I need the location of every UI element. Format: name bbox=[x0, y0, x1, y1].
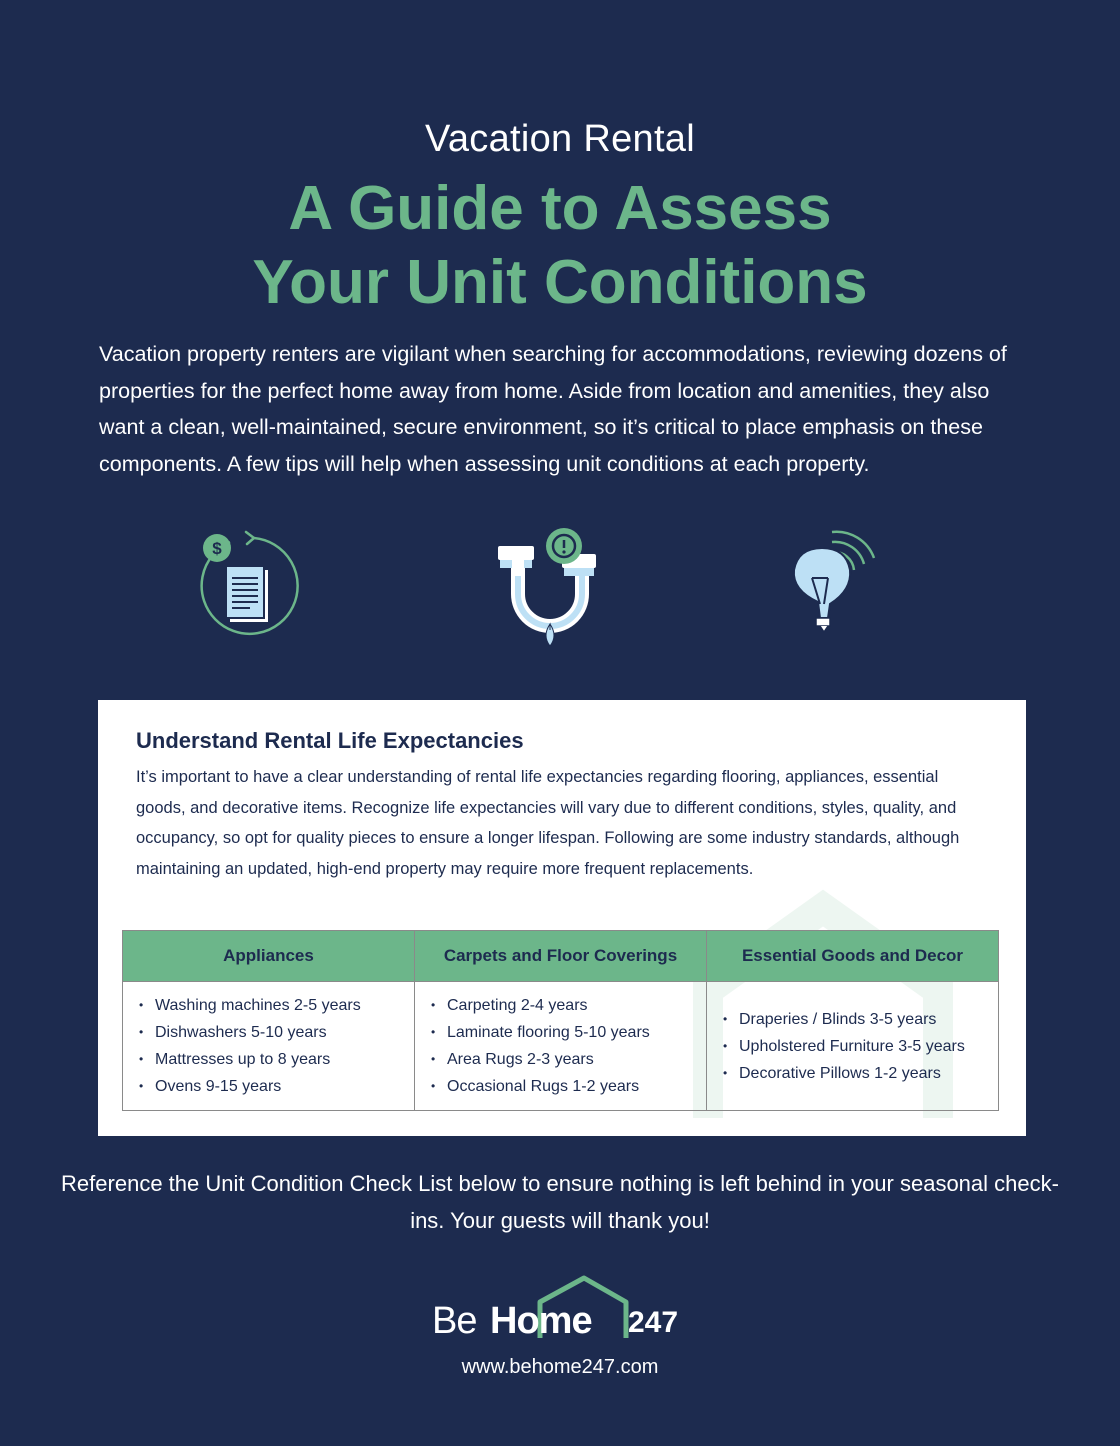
title-line-2: Your Unit Conditions bbox=[252, 248, 868, 317]
website-url[interactable]: www.behome247.com bbox=[461, 1356, 659, 1378]
svg-text:$: $ bbox=[212, 539, 222, 558]
kicker-text: Vacation Rental bbox=[425, 118, 695, 160]
logo-home-text: Home bbox=[490, 1300, 592, 1342]
column-header-appliances: Appliances bbox=[123, 931, 415, 982]
list-item: • Washing machines 2-5 years bbox=[137, 992, 400, 1019]
page-title bbox=[0, 172, 1120, 320]
carpets-cell bbox=[415, 982, 707, 1111]
life-expectancy-card bbox=[98, 700, 1026, 1136]
list-item: • Decorative Pillows 1-2 years bbox=[721, 1060, 984, 1087]
list-item: • Dishwashers 5-10 years bbox=[137, 1019, 400, 1046]
list-item: • Area Rugs 2-3 years bbox=[429, 1046, 692, 1073]
appliances-cell bbox=[123, 982, 415, 1111]
title-line-1: A Guide to Assess bbox=[288, 174, 832, 243]
life-expectancy-table bbox=[122, 930, 999, 1111]
list-item: • Carpeting 2-4 years bbox=[429, 992, 692, 1019]
appliances-list bbox=[137, 992, 400, 1100]
leaking-pipe-icon bbox=[494, 524, 604, 652]
list-item: • Mattresses up to 8 years bbox=[137, 1046, 400, 1073]
list-item: • Upholstered Furniture 3-5 years bbox=[721, 1033, 984, 1060]
logo-247-text: 247 bbox=[628, 1306, 679, 1339]
list-item: • Ovens 9-15 years bbox=[137, 1073, 400, 1100]
list-item: • Laminate flooring 5-10 years bbox=[429, 1019, 692, 1046]
smart-bulb-icon bbox=[784, 518, 880, 636]
essentials-list bbox=[721, 1006, 984, 1087]
footer-text: Reference the Unit Condition Check List below to ensure nothing is left behind in your seasonal check-ins. Your guests will thank you! bbox=[61, 1171, 1059, 1233]
behome247-logo bbox=[432, 1272, 692, 1352]
column-header-carpets: Carpets and Floor Coverings bbox=[415, 931, 707, 982]
essentials-cell bbox=[707, 982, 999, 1111]
column-header-essentials: Essential Goods and Decor bbox=[707, 931, 999, 982]
carpets-list bbox=[429, 992, 692, 1100]
card-heading: Understand Rental Life Expectancies bbox=[136, 728, 524, 753]
card-description: It’s important to have a clear understanding of rental life expectancies regarding flooring, appliances, essential goods, and decorative items. Recognize life expectancies will vary due to different conditions, styles, quality, and occupancy, so opt for quality pieces to ensure a longer lifespan. Following are some industry standards, although maintaining an updated, high-end property may require more frequent replacements. bbox=[136, 768, 960, 879]
logo-be-text: Be bbox=[432, 1300, 477, 1342]
intro-paragraph: Vacation property renters are vigilant when searching for accommodations, reviewing dozens of properties for the perfect home away from home. Aside from location and amenities, they also want a clean, well-maintained, secure environment, so it’s critical to place emphasis on these components. A few tips will help when assessing unit conditions at each property. bbox=[99, 342, 1007, 476]
list-item: • Occasional Rugs 1-2 years bbox=[429, 1073, 692, 1100]
table-header-row bbox=[123, 931, 999, 982]
list-item: • Draperies / Blinds 3-5 years bbox=[721, 1006, 984, 1033]
invoice-cycle-icon bbox=[190, 528, 302, 644]
table-row bbox=[123, 982, 999, 1111]
